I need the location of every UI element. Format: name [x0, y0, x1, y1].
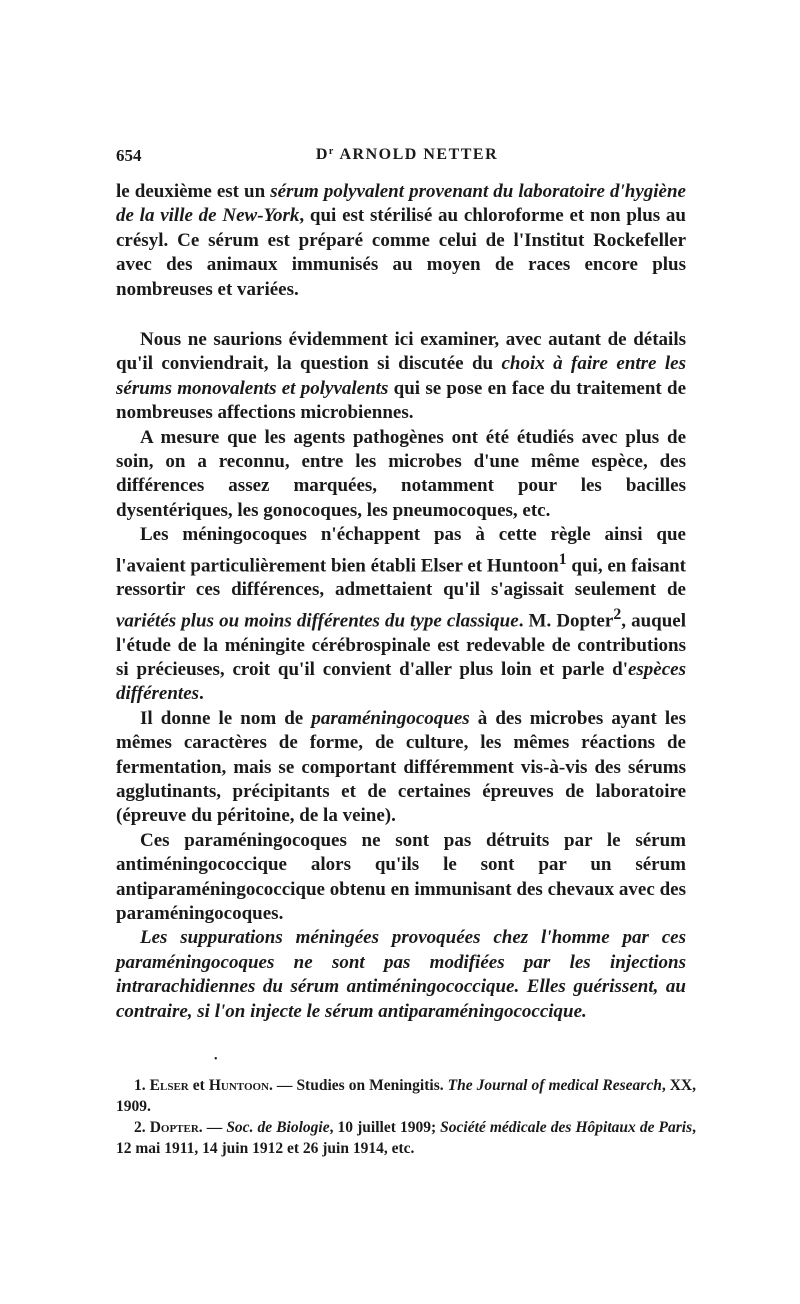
page-number: 654 [116, 146, 142, 165]
author-name: Huntoon [208, 1077, 269, 1094]
text-run: , auquel l'étude de la méningite cérébrospinale est redevable de contributions si précieuses, croit qu'il convient d'aller plus loin et parle d' [116, 610, 686, 680]
text-run: à des microbes ayant les mêmes caractères de forme, de culture, les mêmes réactions de fermentation, mais se comportant différemment vis-à-vis des sérums agglutinants, précipitants et de certaines épreuves de laboratoire (épreuve du péritoine, de la veine). [116, 707, 686, 827]
paragraph-7: Les suppurations méningées provoquées chez l'homme par ces paraméningocoques ne sont pas modifiées par les injections intrarachidiennes du sérum antiméningococcique. Elles guérissent, au contraire, si l'on injecte le sérum antiparaméningococcique. [116, 927, 686, 1022]
footnote-2 [116, 1117, 696, 1159]
text-run: , 10 juillet 1909; [329, 1119, 441, 1136]
italic-run: espèces différentes [116, 658, 686, 705]
text-run: 2. [134, 1119, 150, 1136]
paragraph-4 [116, 523, 686, 707]
text-run: , 12 mai 1911, 14 juin 1912 et 26 juin 1914, etc. [116, 1119, 696, 1157]
text-run: . — [198, 1119, 227, 1136]
italic-run: paraméningocoques [311, 707, 470, 729]
running-head [116, 146, 698, 164]
text-run: le deuxième est un [116, 181, 271, 202]
footnotes [116, 1075, 696, 1159]
footnote-mark: • [214, 1054, 218, 1065]
text-run: qui, en faisant ressortir ces différences, admettaient qu'il s'agissait seulement de [116, 555, 686, 601]
author-name: Dopter [149, 1119, 199, 1136]
paragraph-3: A mesure que les agents pathogènes ont été étudiés avec plus de soin, on a reconnu, entre les microbes d'une même espèce, des différences assez marquées, notamment pour les bacilles dysentériques, les gonocoques, les pneumocoques, etc. [116, 426, 686, 521]
footnote-ref-2: 2 [613, 605, 622, 623]
text-run: , qui est stérilisé au chloroforme et non plus au crésyl. Ce sérum est préparé comme celui de l'Institut Rockefeller avec des animaux immunisés au moyen de races encore plus nombreuses et variées. [116, 205, 686, 300]
italic-run: choix à faire entre les sérums monovalents et polyvalents [116, 353, 686, 399]
running-head-name: ARNOLD NETTER [339, 146, 499, 163]
running-head-prefix: D [315, 146, 329, 163]
text-run: Il donne le nom de [140, 707, 312, 729]
paragraph-6: Ces paraméningocoques ne sont pas détruits par le sérum antiméningococcique alors qu'ils le sont par un sérum antiparaméningococcique obtenu en immunisant des chevaux avec des paraméningocoques. [116, 829, 686, 925]
text-run: qui se pose en face du traitement de nombreuses affections microbiennes. [116, 377, 686, 424]
author-name: Elser [149, 1077, 189, 1094]
paragraph-2 [116, 328, 686, 426]
footnote-ref-1: 1 [558, 550, 567, 568]
text-run: , XX, 1909. [116, 1077, 696, 1115]
text-run: 1. [134, 1077, 150, 1094]
text-run: Les méningocoques n'échappent pas à cette règle ainsi que l'avaient particulièrement bien établi Elser et Huntoon [116, 524, 686, 577]
italic-run: variétés plus ou moins différentes du type classique [116, 610, 519, 632]
journal-title: Société médicale des Hôpitaux de Paris [440, 1119, 693, 1136]
italic-run: sérum polyvalent provenant du laboratoire d'hygiène de la ville de New-York [116, 181, 686, 227]
text-run: Nous ne saurions évidemment ici examiner, avec autant de détails qu'il conviendrait, la question si discutée du [116, 329, 686, 375]
body-text [116, 180, 686, 1024]
text-run: et [188, 1077, 209, 1094]
paragraph-5 [116, 707, 686, 829]
running-head-sup: r [328, 146, 335, 157]
text-run: . [199, 683, 204, 705]
footnote-1 [116, 1075, 696, 1117]
paragraph-1 [116, 180, 686, 302]
text-run: . — Studies on Meningitis. [269, 1077, 448, 1094]
page-header [116, 146, 698, 172]
text-run: . M. Dopter [518, 610, 614, 632]
journal-title: The Journal of medical Research [447, 1077, 662, 1094]
journal-title: Soc. de Biologie [226, 1119, 330, 1136]
